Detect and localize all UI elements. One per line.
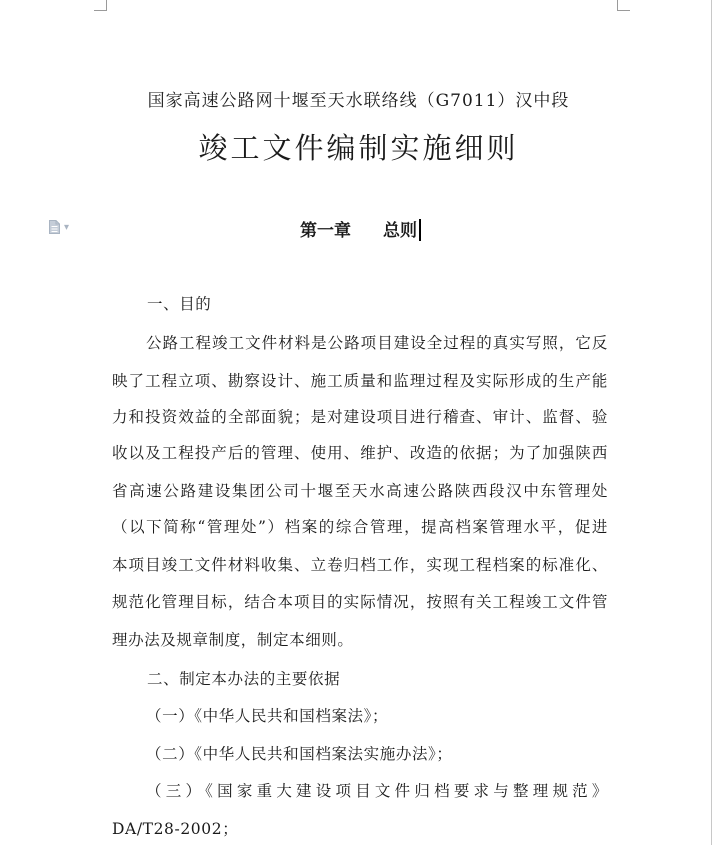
list-item: （一）《中华人民共和国档案法》；	[146, 707, 389, 725]
section-heading-basis: 二、制定本办法的主要依据	[147, 670, 341, 688]
chapter-heading	[300, 216, 421, 241]
crop-mark-top-left	[94, 0, 107, 11]
document-subtitle: 国家高速公路网十堰至天水联络线（G7011）汉中段	[147, 91, 570, 111]
body-line: 收以及工程投产后的管理、使用、维护、改造的依据；为了加强陕西	[112, 444, 608, 462]
body-line: 理办法及规章制度，制定本细则。	[112, 631, 354, 649]
list-item: （三）《国家重大建设项目文件归档要求与整理规范》	[146, 782, 608, 800]
chapter-name: 总则	[383, 221, 417, 241]
dropdown-arrow-icon: ▾	[64, 221, 70, 233]
list-item: （二）《中华人民共和国档案法实施办法》；	[146, 745, 453, 763]
body-line: 规范化管理目标，结合本项目的实际情况，按照有关工程竣工文件管	[112, 593, 608, 611]
body-line: 本项目竣工文件材料收集、立卷归档工作，实现工程档案的标准化、	[112, 556, 608, 574]
body-line: 力和投资效益的全部面貌；是对建设项目进行稽查、审计、监督、验	[112, 408, 608, 426]
body-line: 公路工程竣工文件材料是公路项目建设全过程的真实写照，它反	[146, 334, 608, 352]
section-heading-purpose: 一、目的	[147, 295, 212, 313]
document-icon	[49, 220, 60, 234]
text-cursor	[419, 219, 421, 241]
crop-mark-top-right	[617, 0, 630, 11]
body-line: 省高速公路建设集团公司十堰至天水高速公路陕西段汉中东管理处	[112, 482, 608, 500]
chapter-number: 第一章	[300, 221, 351, 241]
list-item-continuation: DA/T28-2002；	[112, 820, 239, 838]
body-line: （以下简称“管理处”）档案的综合管理，提高档案管理水平，促进	[112, 518, 608, 536]
document-title: 竣工文件编制实施细则	[198, 131, 519, 165]
paragraph-menu[interactable]	[49, 220, 69, 234]
body-line: 映了工程立项、勘察设计、施工质量和监理过程及实际形成的生产能	[112, 372, 608, 390]
